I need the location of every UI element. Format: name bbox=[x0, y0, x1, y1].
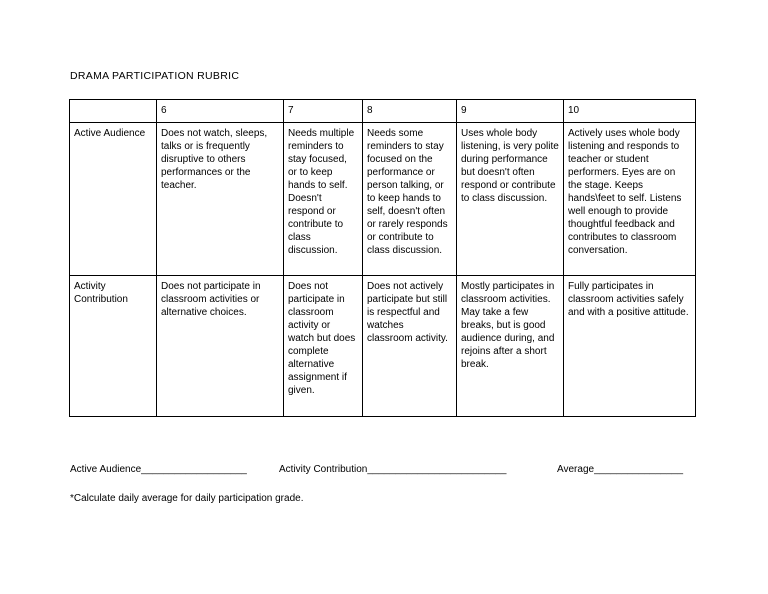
active-audience-score-line: Active Audience___________________ bbox=[70, 464, 247, 475]
rubric-cell: Does not participate in classroom activity or watch but does complete alternative assignment if given. bbox=[284, 276, 363, 417]
rubric-cell: Fully participates in classroom activities safely and with a positive attitude. bbox=[564, 276, 696, 417]
rubric-cell: Needs multiple reminders to stay focused, or to keep hands to self. Doesn't respond or contribute to class discussion. bbox=[284, 123, 363, 276]
header-cell-score-10: 10 bbox=[564, 100, 696, 123]
document-title: DRAMA PARTICIPATION RUBRIC bbox=[70, 70, 240, 82]
rubric-table bbox=[69, 99, 696, 417]
rubric-cell: Does not participate in classroom activities or alternative choices. bbox=[157, 276, 284, 417]
header-cell-score-6: 6 bbox=[157, 100, 284, 123]
rubric-cell: Actively uses whole body listening and responds to teacher or student performers. Eyes are on the stage. Keeps hands\feet to self. Listens well enough to provide thoughtful feedback and contributes to classroom conversation. bbox=[564, 123, 696, 276]
average-score-line: Average________________ bbox=[557, 464, 684, 475]
activity-contribution-score-line: Activity Contribution_________________________ bbox=[279, 464, 507, 475]
rubric-header-row bbox=[70, 100, 696, 123]
rubric-row-active-audience bbox=[70, 123, 696, 276]
header-cell-blank bbox=[70, 100, 157, 123]
header-cell-score-8: 8 bbox=[363, 100, 457, 123]
rubric-row-activity-contribution bbox=[70, 276, 696, 417]
rubric-cell: Uses whole body listening, is very polite during performance but doesn't often respond or contribute to class discussion. bbox=[457, 123, 564, 276]
rubric-cell: Needs some reminders to stay focused on the performance or person talking, or to keep hands to self, doesn't often or rarely responds or contribute to class discussion. bbox=[363, 123, 457, 276]
grading-note: *Calculate daily average for daily participation grade. bbox=[70, 493, 304, 504]
rubric-cell: Does not watch, sleeps, talks or is frequently disruptive to others performances or the teacher. bbox=[157, 123, 284, 276]
row-category-label: Active Audience bbox=[70, 123, 157, 276]
row-category-label: Activity Contribution bbox=[70, 276, 157, 417]
rubric-cell: Mostly participates in classroom activities. May take a few breaks, but is good audience during, and rejoins after a short break. bbox=[457, 276, 564, 417]
header-cell-score-7: 7 bbox=[284, 100, 363, 123]
rubric-cell: Does not actively participate but still is respectful and watches classroom activity. bbox=[363, 276, 457, 417]
header-cell-score-9: 9 bbox=[457, 100, 564, 123]
